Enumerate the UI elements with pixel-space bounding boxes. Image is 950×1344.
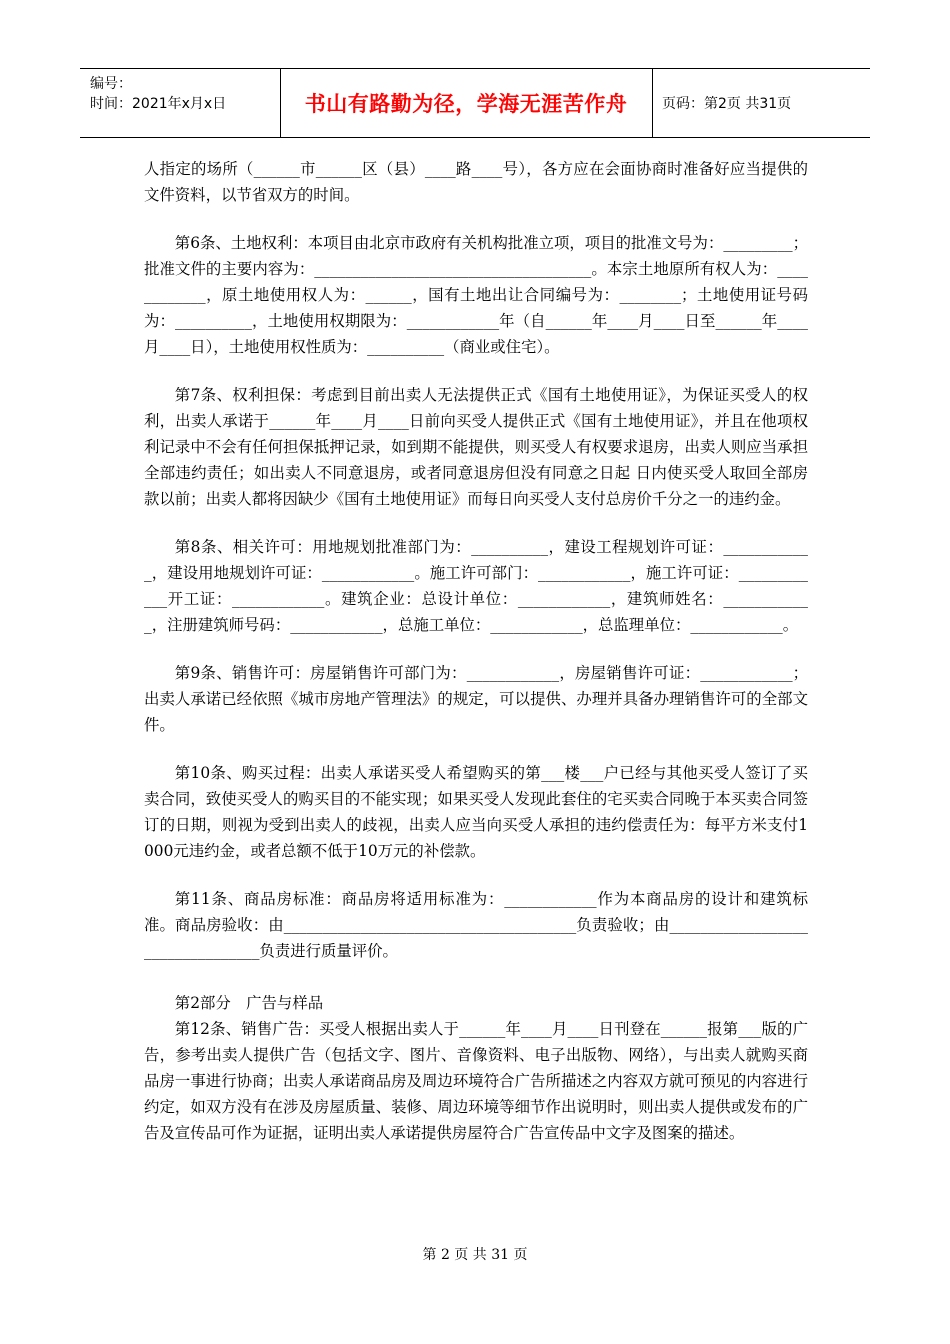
header-meta: [80, 69, 281, 137]
article-6: 第6条、土地权利：本项目由北京市政府有关机构批准立项，项目的批准文号为：_________；批准文件的主要内容为：____________________________________。本宗土地原所有权人为：____________，原土地使用权人为：______，国有土地出让合同编号为：________；土地使用证号码为：__________，土地使用权期限为：____________年（自______年____月____日至______年____月____日），土地使用权性质为：__________（商业或住宅）。: [144, 234, 808, 356]
paragraph-continuation: 人指定的场所（______市______区（县）____路____号），各方应在会面协商时准备好应当提供的文件资料，以节省双方的时间。: [144, 160, 808, 204]
article-9: 第9条、销售许可：房屋销售许可部门为：____________，房屋销售许可证：____________；出卖人承诺已经依照《城市房地产管理法》的规定，可以提供、办理并具备办理销售许可的全部文件。: [144, 664, 808, 734]
document-body: [144, 156, 808, 1146]
article-12: 第12条、销售广告：买受人根据出卖人于______年____月____日刊登在______报第___版的广告，参考出卖人提供广告（包括文字、图片、音像资料、电子出版物、网络），与出卖人就购买商品房一事进行协商；出卖人承诺商品房及周边环境符合广告所描述之内容双方就可预见的内容进行约定，如双方没有在涉及房屋质量、装修、周边环境等细节作出说明时，则出卖人提供或发布的广告及宣传品可作为证据，证明出卖人承诺提供房屋符合广告宣传品中文字及图案的描述。: [144, 1020, 808, 1142]
header-page-number: 页码：第2页 共31页: [662, 96, 792, 112]
article-10: 第10条、购买过程：出卖人承诺买受人希望购买的第___楼___户已经与其他买受人签订了买卖合同，致使买受人的购买目的不能实现；如果买受人发现此套住的宅买卖合同晚于本买卖合同签订的日期，则视为受到出卖人的歧视，出卖人应当向买受人承担的违约偿责任为：每平方米支付1000元违约金，或者总额不低于10万元的补偿款。: [144, 764, 808, 860]
page-footer: 第 2 页 共 31 页: [422, 1247, 528, 1263]
page-header: [80, 68, 870, 138]
document-number-label: 编号：: [90, 76, 132, 92]
article-11: 第11条、商品房标准：商品房将适用标准为：____________作为本商品房的设计和建筑标准。商品房验收：由______________________________________负责验收；由_________________________________负责进行质量评价。: [144, 890, 808, 960]
section-heading: 第2部分 广告与样品: [174, 994, 324, 1012]
document-date-label: 时间：2021年x月x日: [90, 96, 227, 112]
header-motto: 书山有路勤为径，学海无涯苦作舟: [280, 69, 653, 137]
article-7: 第7条、权利担保：考虑到目前出卖人无法提供正式《国有土地使用证》，为保证买受人的权利，出卖人承诺于______年____月____日前向买受人提供正式《国有土地使用证》，并且在他项权利记录中不会有任何担保抵押记录，如到期不能提供，则买受人有权要求退房，出卖人则应当承担全部违约责任；如出卖人不同意退房，或者同意退房但没有同意之日起 日内使买受人取回全部房款以前；出卖人都将因缺少《国有土地使用证》而每日向买受人支付总房价千分之一的违约金。: [144, 386, 808, 508]
article-8: 第8条、相关许可：用地规划批准部门为：__________，建设工程规划许可证：____________，建设用地规划许可证：____________。施工许可部门：____________，施工许可证：____________开工证：____________。建筑企业：总设计单位：____________，建筑师姓名：____________，注册建筑师号码：____________，总施工单位：____________，总监理单位：____________。: [144, 538, 808, 634]
